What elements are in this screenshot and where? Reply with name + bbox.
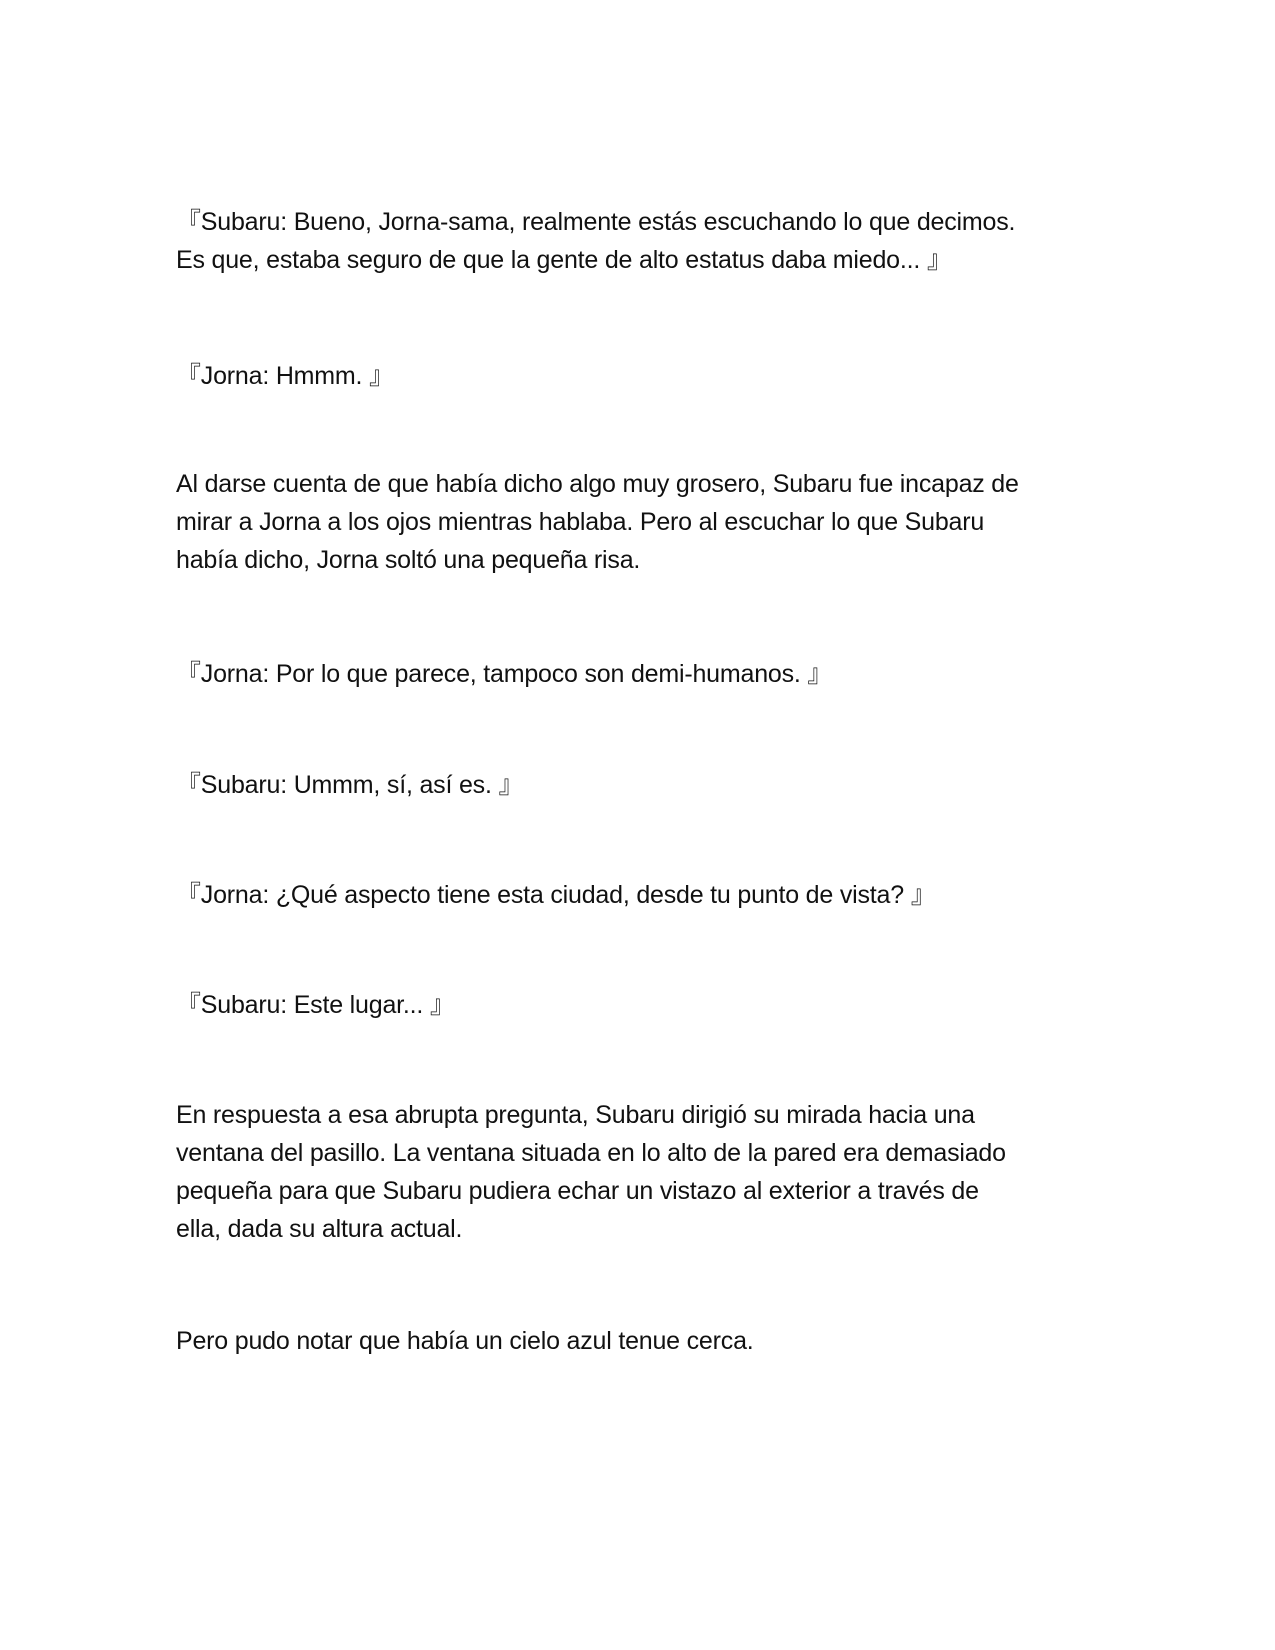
- text-line: Al darse cuenta de que había dicho algo muy grosero, Subaru fue incapaz de: [176, 470, 1019, 498]
- text-line: mirar a Jorna a los ojos mientras hablaba. Pero al escuchar lo que Subaru: [176, 508, 985, 536]
- narration-paragraph-ventana: [176, 1096, 1096, 1248]
- text-line: 『Subaru: Ummm, sí, así es. 』: [176, 771, 524, 799]
- text-line: En respuesta a esa abrupta pregunta, Subaru dirigió su mirada hacia una: [176, 1101, 975, 1129]
- dialogue-jorna-ciudad: [176, 876, 1096, 914]
- dialogue-jorna-hmmm: [176, 357, 1096, 395]
- narration-paragraph-grosero: [176, 465, 1096, 579]
- dialogue-subaru-bueno: [176, 203, 1096, 279]
- text-line: 『Subaru: Bueno, Jorna-sama, realmente estás escuchando lo que decimos.: [176, 208, 1016, 236]
- text-line: 『Subaru: Este lugar... 』: [176, 991, 455, 1019]
- text-line: ella, dada su altura actual.: [176, 1215, 463, 1243]
- text-line: 『Jorna: ¿Qué aspecto tiene esta ciudad, desde tu punto de vista? 』: [176, 881, 936, 909]
- text-line: Pero pudo notar que había un cielo azul tenue cerca.: [176, 1327, 754, 1355]
- text-line: había dicho, Jorna soltó una pequeña risa.: [176, 546, 641, 574]
- text-line: pequeña para que Subaru pudiera echar un vistazo al exterior a través de: [176, 1177, 979, 1205]
- text-line: 『Jorna: Por lo que parece, tampoco son demi-humanos. 』: [176, 660, 833, 688]
- dialogue-subaru-este-lugar: [176, 986, 1096, 1024]
- text-line: Es que, estaba seguro de que la gente de alto estatus daba miedo... 』: [176, 246, 952, 274]
- text-line: 『Jorna: Hmmm. 』: [176, 362, 394, 390]
- dialogue-subaru-ummm: [176, 766, 1096, 804]
- dialogue-jorna-demi-humanos: [176, 655, 1096, 693]
- narration-paragraph-cielo: [176, 1322, 1096, 1360]
- text-line: ventana del pasillo. La ventana situada en lo alto de la pared era demasiado: [176, 1139, 1006, 1167]
